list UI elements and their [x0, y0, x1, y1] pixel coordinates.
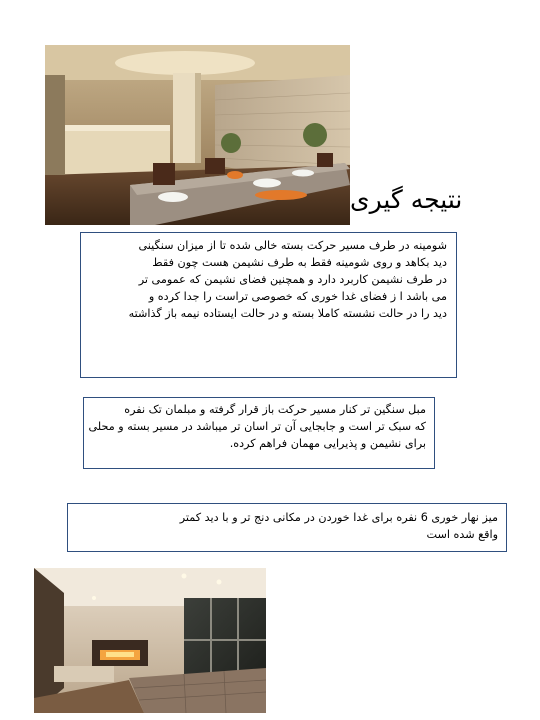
paragraph-line: در طرف نشیمن کاربرد دارد و همچنین فضای نشیمن که عمومی تر — [138, 273, 447, 286]
dining-room-photo — [45, 45, 350, 225]
page-title: نتیجه گیری — [350, 185, 463, 214]
paragraph-line: میز نهار خوری 6 نفره برای غدا خوردن در مکانی دنج تر و با دید کمتر — [179, 511, 498, 524]
paragraph-box-dining-table — [67, 503, 507, 552]
paragraph-line: که سبک تر است و جابجایی آن تر اسان تر میباشد در مسیر بسته و محلی — [88, 420, 426, 433]
paragraph-line: می باشد ا ز فضای غدا خوری که خصوصی تراست را جدا کرده و — [148, 290, 447, 303]
paragraph-line: دید بکاهد و روی شومینه فقط به طرف نشیمن هست چون فقط — [152, 256, 447, 269]
paragraph-box-fireplace — [80, 232, 457, 378]
paragraph-line: دید را در حالت نشسته کاملا بسته و در حالت ایستاده نیمه باز گذاشته — [128, 307, 447, 320]
living-room-fireplace-photo — [34, 568, 266, 713]
paragraph-line: مبل سنگین تر کنار مسیر حرکت باز قرار گرفته و مبلمان تک نفره — [124, 403, 426, 416]
paragraph-line: شومینه در طرف مسیر حرکت بسته خالی شده تا از میزان سنگینی — [138, 239, 447, 252]
paragraph-box-furniture — [83, 397, 435, 469]
paragraph-line: واقع شده است — [426, 528, 498, 541]
paragraph-line: برای نشیمن و پذیرایی مهمان فراهم کرده. — [229, 437, 426, 450]
